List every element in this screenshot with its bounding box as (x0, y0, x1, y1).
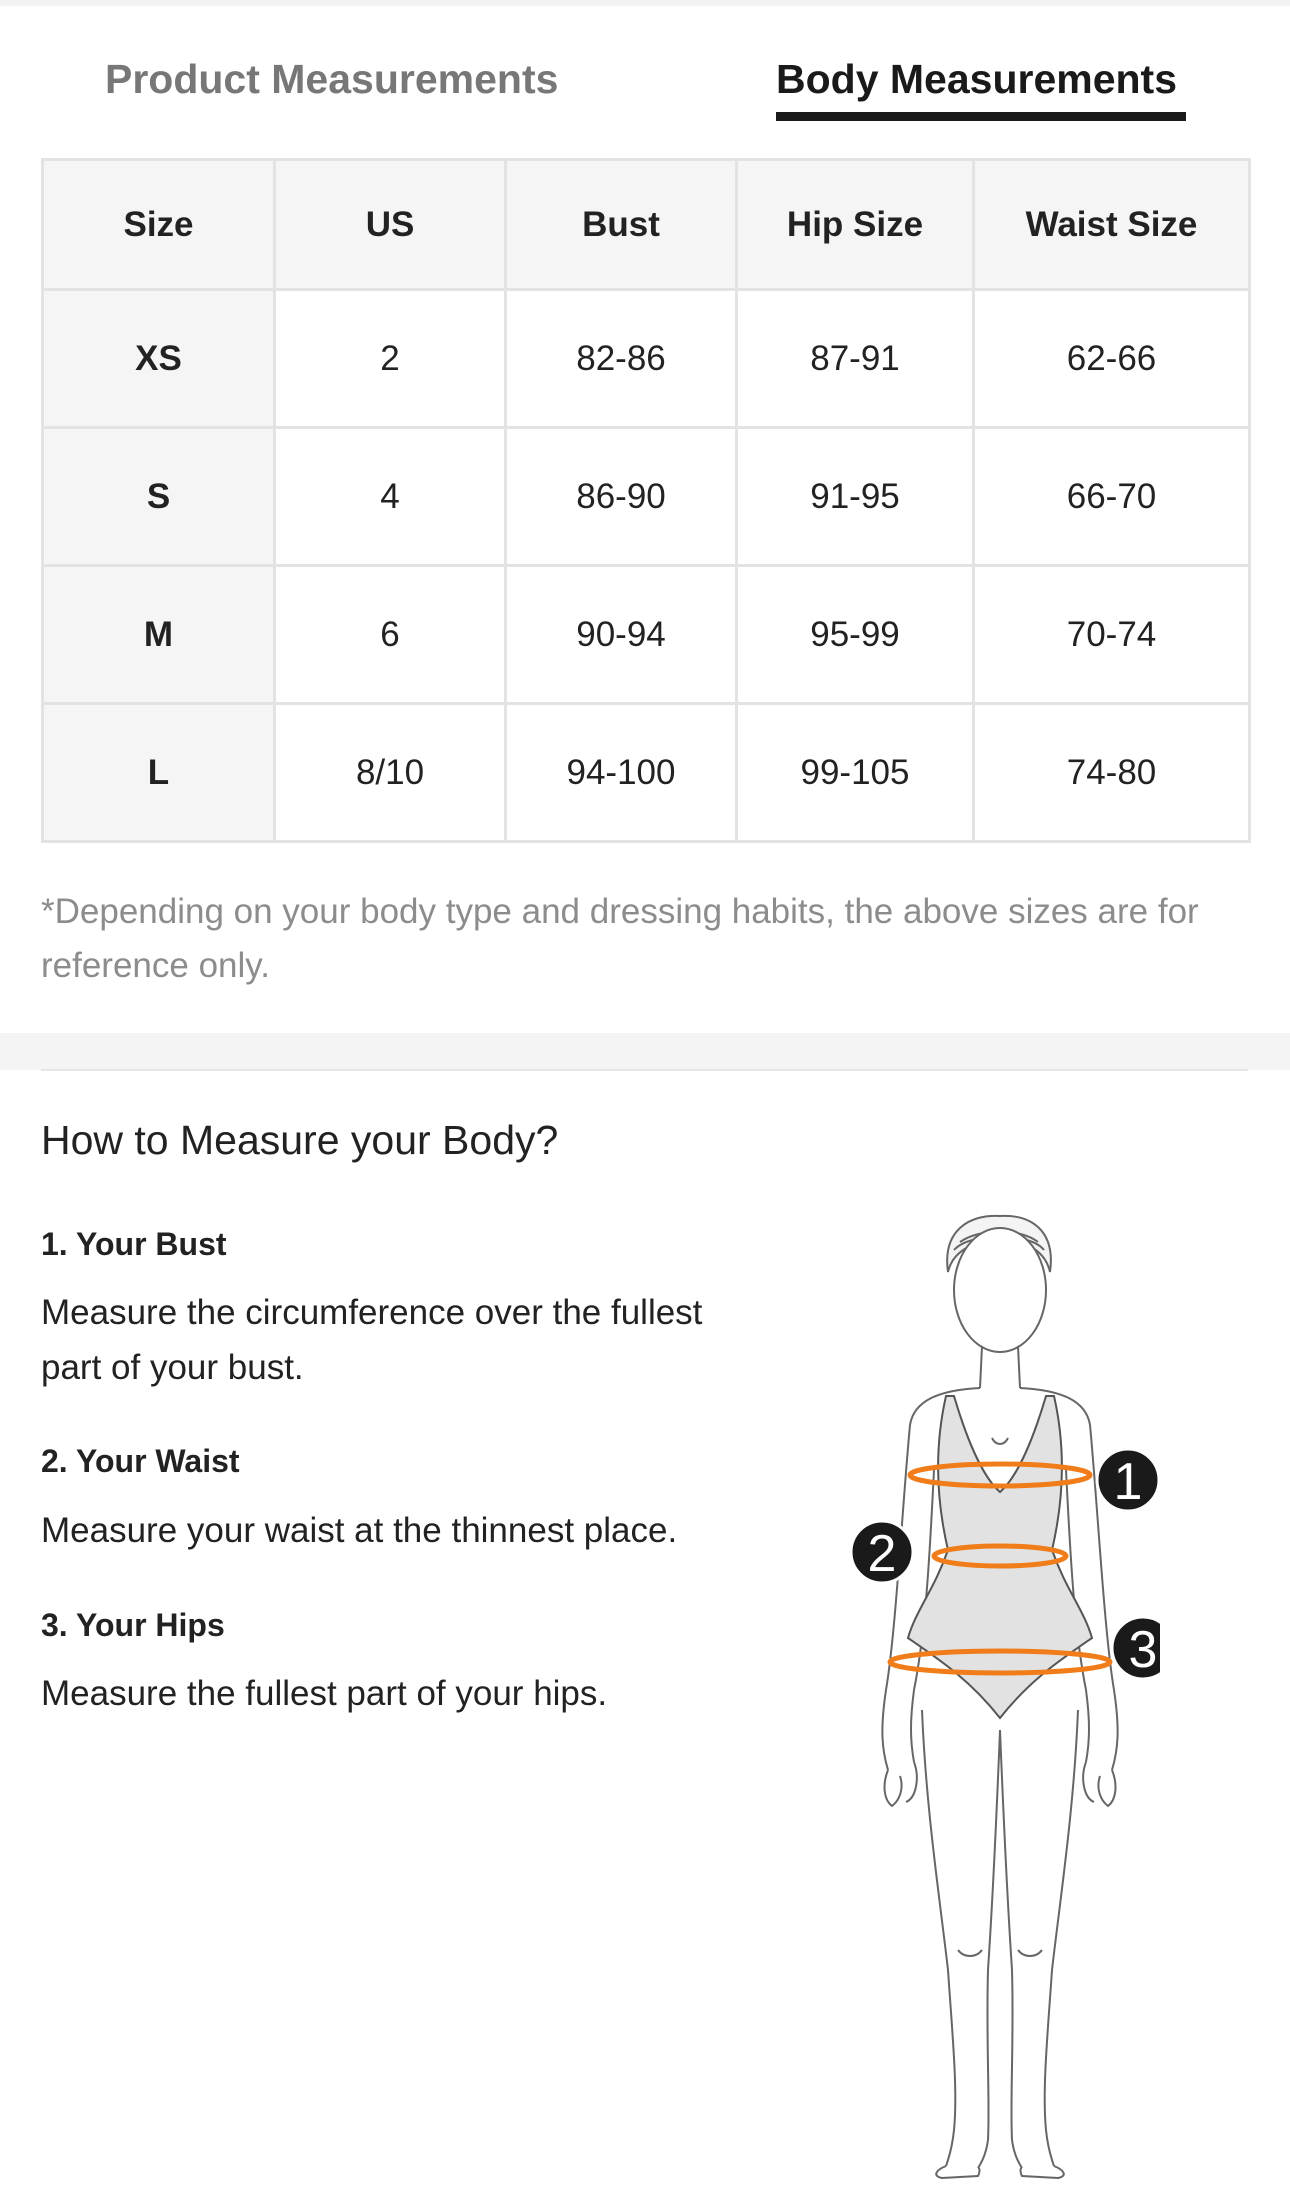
tab-body-measurements[interactable]: Body Measurements (776, 56, 1178, 102)
hip-cell: 95-99 (737, 566, 974, 704)
waist-cell: 70-74 (974, 566, 1250, 704)
step-waist-title: 2. Your Waist (41, 1443, 240, 1479)
how-to-measure-title: How to Measure your Body? (41, 1117, 559, 1163)
section-separator-band (0, 1033, 1290, 1070)
marker-3-label: 3 (1128, 1621, 1158, 1679)
section-divider (41, 1069, 1248, 1071)
waist-cell: 74-80 (974, 704, 1250, 842)
step-hips-description: Measure the fullest part of your hips. (41, 1674, 608, 1713)
step-bust-description: Measure the circumference over the fullest part of your bust. (41, 1293, 703, 1387)
body-measurement-figure (830, 1210, 1160, 2180)
table-header-row (43, 160, 1250, 290)
header-waist-size: Waist Size (974, 160, 1250, 290)
collarbone (992, 1438, 1008, 1444)
table-row (43, 566, 1250, 704)
marker-2 (851, 1521, 913, 1583)
tab-product-measurements[interactable]: Product Measurements (105, 56, 559, 102)
hip-cell: 99-105 (737, 704, 974, 842)
step-hips-title: 3. Your Hips (41, 1607, 225, 1643)
marker-1 (1097, 1449, 1159, 1511)
bust-cell: 90-94 (506, 566, 737, 704)
table-row (43, 290, 1250, 428)
bust-cell: 94-100 (506, 704, 737, 842)
hip-cell: 87-91 (737, 290, 974, 428)
bust-cell: 82-86 (506, 290, 737, 428)
bust-cell: 86-90 (506, 428, 737, 566)
waist-cell: 66-70 (974, 428, 1250, 566)
us-cell: 8/10 (275, 704, 506, 842)
size-cell: S (43, 428, 275, 566)
waist-cell: 62-66 (974, 290, 1250, 428)
us-cell: 2 (275, 290, 506, 428)
us-cell: 4 (275, 428, 506, 566)
table-row (43, 704, 1250, 842)
size-chart-table (41, 158, 1251, 843)
step-waist-description: Measure your waist at the thinnest place. (41, 1511, 678, 1550)
table-row (43, 428, 1250, 566)
active-tab-indicator (776, 112, 1186, 121)
marker-3 (1112, 1617, 1160, 1679)
marker-2-label: 2 (867, 1525, 897, 1583)
hip-cell: 91-95 (737, 428, 974, 566)
header-us: US (275, 160, 506, 290)
measurement-tabs (0, 0, 1290, 140)
header-hip-size: Hip Size (737, 160, 974, 290)
us-cell: 6 (275, 566, 506, 704)
size-disclaimer-note: *Depending on your body type and dressing habits, the above sizes are for reference only. (41, 892, 1199, 985)
bust-band (910, 1464, 1090, 1486)
size-cell: XS (43, 290, 275, 428)
header-size: Size (43, 160, 275, 290)
header-bust: Bust (506, 160, 737, 290)
size-cell: L (43, 704, 275, 842)
size-cell: M (43, 566, 275, 704)
step-bust-title: 1. Your Bust (41, 1226, 227, 1262)
marker-1-label: 1 (1113, 1453, 1143, 1511)
